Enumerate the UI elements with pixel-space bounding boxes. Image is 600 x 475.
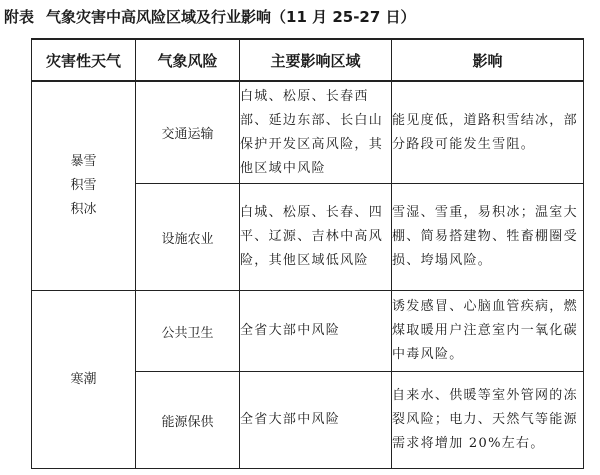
hazard-line: 积冰 xyxy=(70,202,97,217)
header-impact: 影响 xyxy=(392,39,584,81)
hazard-line: 寒潮 xyxy=(70,371,97,387)
table-row xyxy=(32,81,584,184)
document-title xyxy=(4,4,416,30)
region-cell: 白城、松原、长春西部、延边东部、长白山保护开发区高风险，其他区域中风险 xyxy=(240,81,392,184)
impact-cell: 自来水、供暖等室外管网的冻裂风险；电力、天然气等能源需求将增加 20%左右。 xyxy=(392,372,584,469)
header-hazard: 灾害性天气 xyxy=(32,39,136,81)
risk-table xyxy=(31,38,584,469)
impact-cell: 诱发感冒、心脑血管疾病，燃煤取暖用户注意室内一氧化碳中毒风险。 xyxy=(392,291,584,372)
risk-cell: 设施农业 xyxy=(136,184,240,291)
impact-cell: 雪湿、雪重，易积冰；温室大棚、简易搭建物、牲畜棚圈受损、垮塌风险。 xyxy=(392,184,584,291)
table-row xyxy=(32,291,584,372)
hazard-snow-cell xyxy=(32,81,136,291)
risk-cell: 公共卫生 xyxy=(136,291,240,372)
hazard-line: 积雪 xyxy=(70,178,97,193)
impact-cell: 能见度低，道路积雪结冰，部分路段可能发生雪阻。 xyxy=(392,81,584,184)
title-text: 气象灾害中高风险区域及行业影响（11 月 25-27 日） xyxy=(46,8,416,26)
risk-cell: 交通运输 xyxy=(136,81,240,184)
risk-cell: 能源保供 xyxy=(136,372,240,469)
hazard-cold-cell xyxy=(32,291,136,469)
header-region: 主要影响区域 xyxy=(240,39,392,81)
region-cell: 全省大部中风险 xyxy=(240,291,392,372)
title-prefix: 附表 xyxy=(4,8,35,26)
header-risk: 气象风险 xyxy=(136,39,240,81)
hazard-line: 暴雪 xyxy=(70,154,97,169)
table-header-row xyxy=(32,39,584,81)
region-cell: 白城、松原、长春、四平、辽源、吉林中高风险，其他区域低风险 xyxy=(240,184,392,291)
region-cell: 全省大部中风险 xyxy=(240,372,392,469)
